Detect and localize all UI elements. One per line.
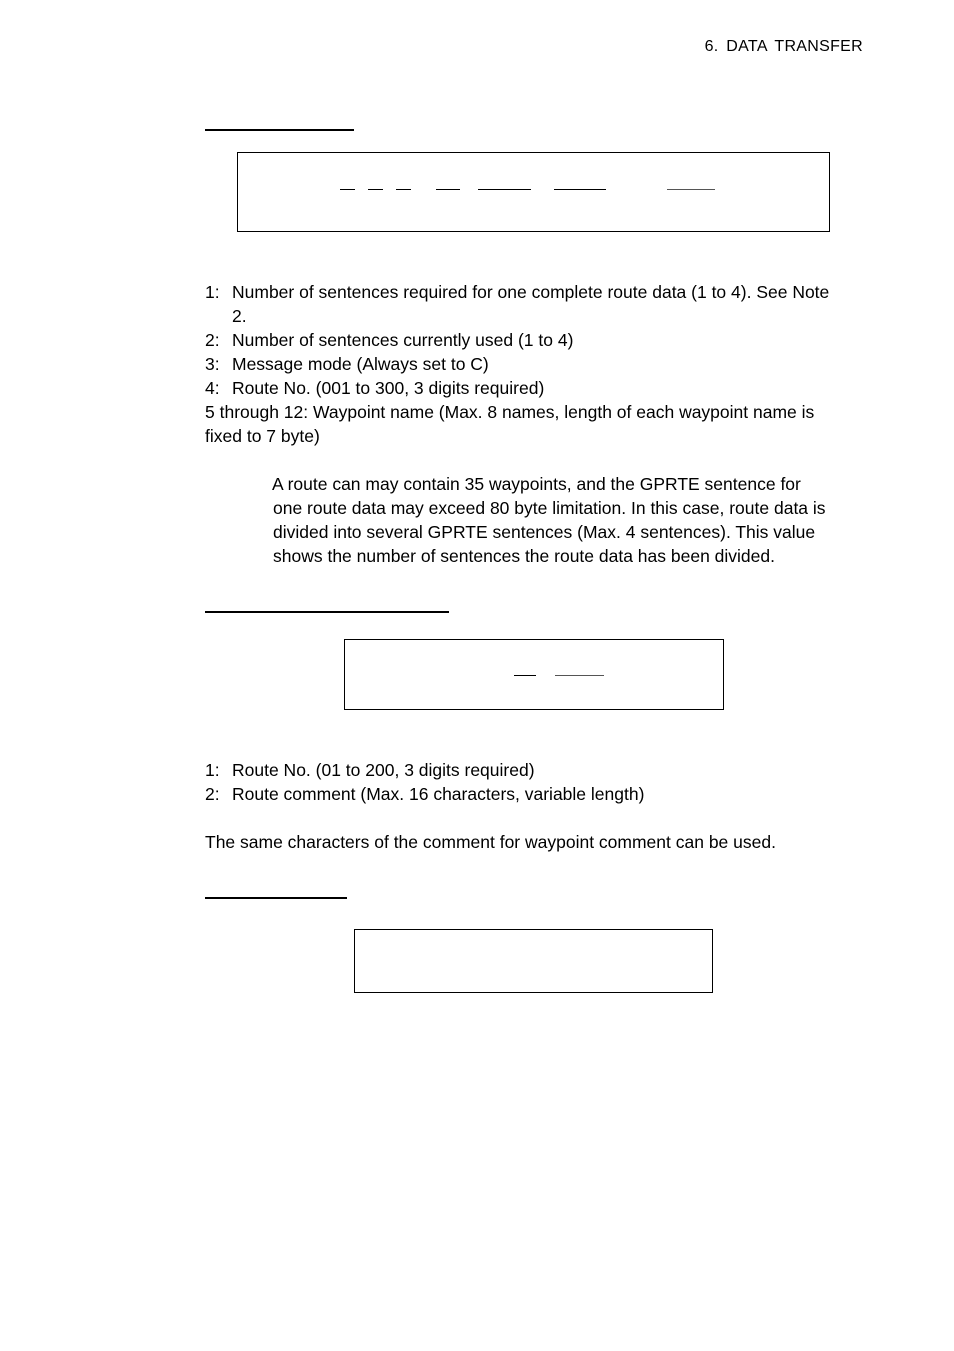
item-text: Route comment (Max. 16 characters, variable length) [232, 784, 645, 804]
list-item [205, 280, 870, 304]
note-line: divided into several GPRTE sentences (Max. 4 sentences). This value [273, 522, 816, 542]
field-underline-5 [478, 189, 531, 190]
note-line: A route can may contain 35 waypoints, and the GPRTE sentence for [272, 474, 801, 494]
list-item [205, 352, 870, 376]
field-underline-4 [436, 189, 460, 190]
note-paragraph [272, 472, 826, 568]
note-line: shows the number of sentences the route data has been divided. [273, 546, 775, 566]
list-item [205, 782, 870, 806]
field-underline-3 [396, 189, 411, 190]
section1-heading-rule [205, 129, 354, 131]
note-line: one route data may exceed 80 byte limitation. In this case, route data is [273, 498, 826, 518]
item-text: Route No. (001 to 300, 3 digits required) [232, 378, 545, 398]
item-number: 4: [205, 378, 220, 398]
range-item-line2: fixed to 7 byte) [205, 426, 320, 446]
range-item-line1: 5 through 12: Waypoint name (Max. 8 names, length of each waypoint name is [205, 402, 815, 422]
list-item-continuation: 2. [232, 306, 247, 326]
list-item [205, 758, 870, 782]
section2-field-list [205, 758, 870, 806]
item-number: 2: [205, 330, 220, 350]
item-text: Number of sentences required for one complete route data (1 to 4). See Note [232, 282, 830, 302]
item-number: 2: [205, 784, 220, 804]
list-item [205, 376, 870, 400]
sentence-format-box-3 [354, 929, 713, 993]
field-underline-1 [340, 189, 355, 190]
comment-characters-note: The same characters of the comment for waypoint comment can be used. [205, 832, 776, 852]
item-text: Number of sentences currently used (1 to 4) [232, 330, 574, 350]
section3-heading-rule [205, 897, 347, 899]
field-underline-comment [555, 675, 604, 676]
section1-field-list [205, 280, 870, 448]
item-number: 1: [205, 760, 220, 780]
item-text: Message mode (Always set to C) [232, 354, 489, 374]
list-item [205, 328, 870, 352]
item-number: 3: [205, 354, 220, 374]
sentence-format-box-1 [237, 152, 830, 232]
chapter-header: 6. DATA TRANSFER [704, 38, 863, 55]
item-number: 1: [205, 282, 220, 302]
item-text: Route No. (01 to 200, 3 digits required) [232, 760, 535, 780]
field-underline-route-no [514, 675, 536, 676]
sentence-format-box-2 [344, 639, 724, 710]
section2-heading-rule [205, 611, 449, 613]
field-underline-12 [667, 189, 715, 190]
field-underline-6 [554, 189, 606, 190]
field-underline-2 [368, 189, 383, 190]
